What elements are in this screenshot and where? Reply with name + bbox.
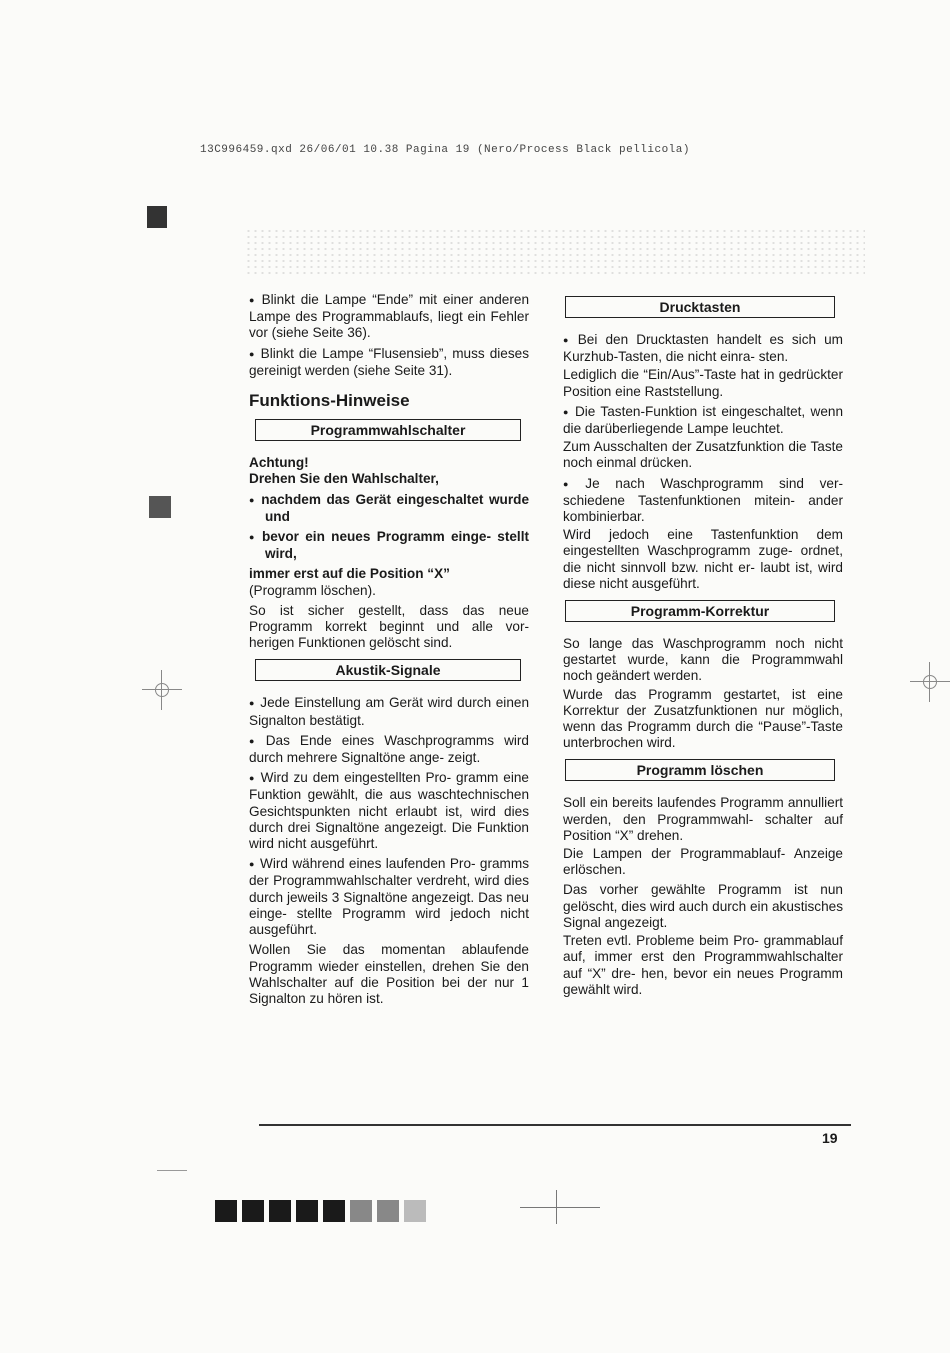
korrektur-p1: So lange das Waschprogramm noch nicht gestartet wurde, kann die Programmwahl noch geändert werden. — [563, 636, 843, 684]
right-column — [563, 292, 843, 1002]
drehen-text: Drehen Sie den Wahlschalter, — [249, 471, 439, 487]
drucktasten-p1: ● Bei den Drucktasten handelt es sich um Kurzhub-Tasten, die nicht einra- sten. — [563, 332, 843, 365]
crosshair-left-icon — [142, 670, 182, 710]
intro-paragraph-1: ● Blinkt die Lampe “Ende” mit einer anderen Lampe des Programmablaufs, liegt ein Fehler vor (siehe Seite 36). — [249, 292, 529, 342]
color-patch — [377, 1200, 399, 1222]
color-patch — [296, 1200, 318, 1222]
akustik-bullet-3: ● Wird zu dem eingestellten Pro- gramm eine Funktion gewählt, die aus waschtechnischen Gesichtspunkten nicht erlaubt ist, wird dies durch drei Signaltöne angezeigt. Die Funktion wird nicht ausgeführt. — [249, 770, 529, 852]
scan-noise-band — [245, 228, 865, 274]
loeschen-p3: Das vorher gewählte Programm ist nun gelöscht, dies wird auch durch ein akustisches Signal angezeigt. — [563, 882, 843, 930]
left-column — [249, 292, 529, 1011]
section-title: Funktions-Hinweise — [249, 391, 410, 411]
color-patch — [350, 1200, 372, 1222]
akustik-bullet-2: ● Das Ende eines Waschprogramms wird durch mehrere Signaltöne ange- zeigt. — [249, 733, 529, 766]
so-ist-text: So ist sicher gestellt, dass das neue Programm korrekt beginnt und alle vor- herigen Funktionen gelöscht sind. — [249, 602, 529, 651]
box-title-programmwahlschalter: Programmwahlschalter — [255, 419, 521, 441]
crosshair-bottom-icon — [520, 1190, 600, 1224]
crosshair-right-icon — [910, 662, 950, 702]
color-patch — [269, 1200, 291, 1222]
box-title-korrektur: Programm-Korrektur — [565, 600, 835, 622]
color-patch — [242, 1200, 264, 1222]
color-patch — [404, 1200, 426, 1222]
footer-rule — [259, 1124, 851, 1126]
page-number: 19 — [822, 1130, 838, 1146]
bullet-eingeschaltet: ● nachdem das Gerät eingeschaltet wurde und — [249, 492, 529, 525]
drucktasten-p2: ● Die Tasten-Funktion ist eingeschaltet, wenn die darüberliegende Lampe leuchtet. — [563, 404, 843, 437]
drucktasten-p1b: Lediglich die “Ein/Aus”-Taste hat in gedrückter Position eine Raststellung. — [563, 367, 843, 399]
loeschen-p4: Treten evtl. Probleme beim Pro- grammablauf auf, immer erst den Programmwahlschalter auf “X” dre- hen, bevor ein neues Programm gewählt wird. — [563, 933, 843, 997]
drucktasten-p2b: Zum Ausschalten der Zusatzfunktion die Taste noch einmal drücken. — [563, 439, 843, 471]
immer-text: immer erst auf die Position “X” — [249, 566, 450, 582]
print-header: 13C996459.qxd 26/06/01 10.38 Pagina 19 (Nero/Process Black pellicola) — [200, 144, 690, 156]
loeschen-p1: Soll ein bereits laufendes Programm annulliert werden, den Programmwahl- schalter auf Position “X” drehen. — [563, 795, 843, 843]
loeschen-p2: Die Lampen der Programmablauf- Anzeige erlöschen. — [563, 846, 843, 878]
achtung-label: Achtung! — [249, 455, 309, 471]
drucktasten-p3: ● Je nach Waschprogramm sind ver- schiedene Tastenfunktionen mitein- ander kombinierbar. — [563, 476, 843, 526]
loeschen-text: (Programm löschen). — [249, 582, 376, 598]
margin-dash — [157, 1170, 187, 1171]
drucktasten-p3b: Wird jedoch eine Tastenfunktion dem eingestellten Waschprogramm zuge- ordnet, die nicht sinnvoll bzw. nicht er- laubt ist, wird diese nicht ausgeführt. — [563, 527, 843, 591]
registration-mark-top — [147, 206, 167, 228]
intro-paragraph-2: ● Blinkt die Lampe “Flusensieb”, muss dieses gereinigt werden (siehe Seite 31). — [249, 346, 529, 379]
wollen-text: Wollen Sie das momentan ablaufende Programm wieder einstellen, drehen Sie den Wahlschalter auf die Position bei der nur 1 Signalton zu hören ist. — [249, 942, 529, 1006]
akustik-bullet-4: ● Wird während eines laufenden Pro- gramms der Programmwahlschalter verdreht, wird dies durch jeweils 3 Signaltöne angezeigt. Das neu einge- stellte Programm wird jedoch nicht ausgeführt. — [249, 856, 529, 938]
box-title-loeschen: Programm löschen — [565, 759, 835, 781]
color-patch — [215, 1200, 237, 1222]
korrektur-p2: Wurde das Programm gestartet, ist eine Korrektur der Zusatzfunktionen nur möglich, wenn das Programm durch die “Pause”-Taste unterbrochen wird. — [563, 686, 843, 751]
registration-mark-middle — [149, 496, 171, 518]
bullet-bevor: ● bevor ein neues Programm einge- stellt wird, — [249, 529, 529, 562]
box-title-drucktasten: Drucktasten — [565, 296, 835, 318]
color-patch — [323, 1200, 345, 1222]
akustik-bullet-1: ● Jede Einstellung am Gerät wird durch einen Signalton bestätigt. — [249, 695, 529, 728]
color-bar-strip — [215, 1200, 426, 1222]
box-title-akustik: Akustik-Signale — [255, 659, 521, 681]
